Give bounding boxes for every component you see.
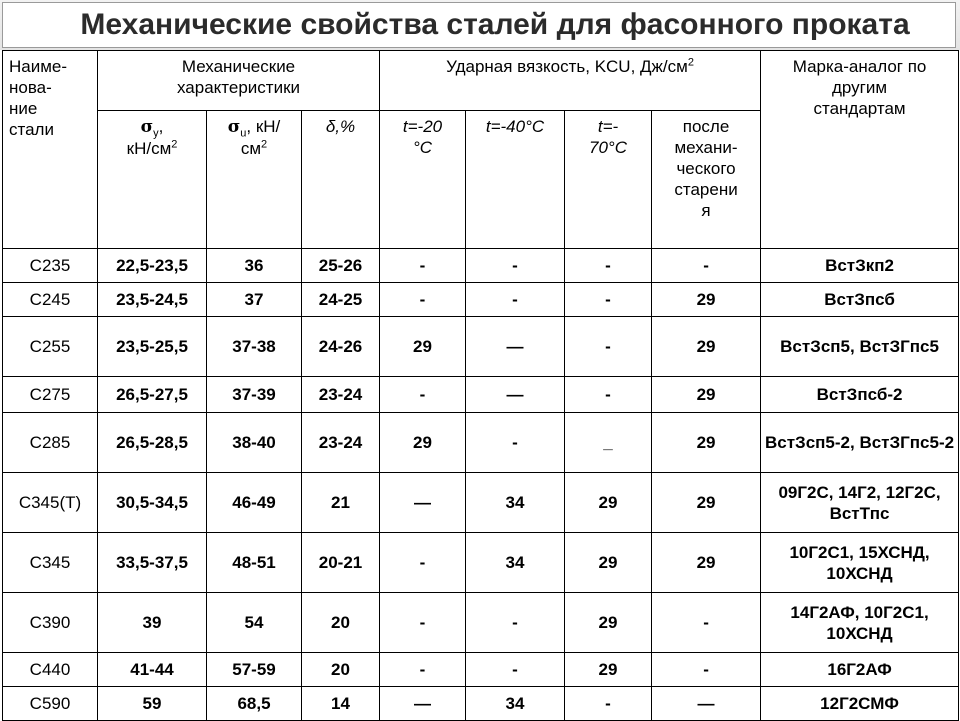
cell-t70: - [565, 283, 652, 317]
cell-t40: — [466, 377, 565, 413]
cell-analog: 12Г2СМФ [761, 687, 959, 721]
cell-sigma-y: 59 [98, 687, 207, 721]
cell-aged: 29 [652, 533, 761, 593]
cell-delta: 14 [302, 687, 380, 721]
cell-t40: 34 [466, 473, 565, 533]
cell-t70: _ [565, 413, 652, 473]
cell-sigma-u: 54 [207, 593, 302, 653]
header-mechanical: Механические характеристики [98, 51, 380, 111]
steel-properties-table [2, 50, 959, 721]
cell-analog: ВстЗсп5, ВстЗГпс5 [761, 317, 959, 377]
header-steel-name: Наиме- нова- ние стали [3, 51, 98, 249]
cell-aged: - [652, 593, 761, 653]
cell-analog: ВстЗкп2 [761, 249, 959, 283]
cell-sigma-y: 26,5-27,5 [98, 377, 207, 413]
cell-analog: ВстЗпсб [761, 283, 959, 317]
cell-analog: ВстЗпсб-2 [761, 377, 959, 413]
cell-aged: - [652, 653, 761, 687]
table-row [3, 593, 959, 653]
cell-sigma-u: 37-39 [207, 377, 302, 413]
cell-sigma-y: 26,5-28,5 [98, 413, 207, 473]
cell-sigma-y: 22,5-23,5 [98, 249, 207, 283]
cell-sigma-u: 37 [207, 283, 302, 317]
cell-t70: 29 [565, 653, 652, 687]
cell-t20: - [380, 593, 466, 653]
cell-t70: - [565, 687, 652, 721]
cell-aged: 29 [652, 413, 761, 473]
table-row [3, 317, 959, 377]
header-sigma-u: $\sigma_u$, кН/ $см^2$ [207, 111, 302, 249]
cell-steel-name: С345 [3, 533, 98, 593]
cell-delta: 24-25 [302, 283, 380, 317]
table-row [3, 413, 959, 473]
cell-sigma-y: 41-44 [98, 653, 207, 687]
cell-aged: - [652, 249, 761, 283]
header-impact: Ударная вязкость, KCU, $Дж/см^2$ [380, 51, 761, 111]
cell-sigma-y: 23,5-24,5 [98, 283, 207, 317]
cell-analog: 09Г2С, 14Г2, 12Г2С, ВстТпс [761, 473, 959, 533]
cell-steel-name: С255 [3, 317, 98, 377]
cell-t40: — [466, 317, 565, 377]
cell-t20: - [380, 283, 466, 317]
header-t-minus-20: t=-20 °C [380, 111, 466, 249]
cell-t40: 34 [466, 687, 565, 721]
cell-sigma-u: 68,5 [207, 687, 302, 721]
cell-t70: - [565, 317, 652, 377]
cell-sigma-y: 39 [98, 593, 207, 653]
cell-analog: ВстЗсп5-2, ВстЗГпс5-2 [761, 413, 959, 473]
cell-t70: - [565, 377, 652, 413]
cell-t70: 29 [565, 533, 652, 593]
table-row [3, 473, 959, 533]
cell-delta: 20-21 [302, 533, 380, 593]
cell-t70: - [565, 249, 652, 283]
cell-sigma-y: 23,5-25,5 [98, 317, 207, 377]
cell-delta: 21 [302, 473, 380, 533]
cell-analog: 10Г2С1, 15ХСНД, 10ХСНД [761, 533, 959, 593]
cell-t20: 29 [380, 317, 466, 377]
header-t-minus-40: t=-40°C [466, 111, 565, 249]
cell-t40: - [466, 593, 565, 653]
page-title: Механические свойства сталей для фасонного проката [80, 8, 910, 41]
cell-t20: - [380, 533, 466, 593]
cell-sigma-u: 37-38 [207, 317, 302, 377]
cell-t70: 29 [565, 593, 652, 653]
cell-aged: 29 [652, 473, 761, 533]
cell-analog: 16Г2АФ [761, 653, 959, 687]
cell-t20: 29 [380, 413, 466, 473]
cell-delta: 24-26 [302, 317, 380, 377]
cell-delta: 23-24 [302, 413, 380, 473]
cell-sigma-u: 57-59 [207, 653, 302, 687]
header-after-aging: после механи- ческого старени я [652, 111, 761, 249]
cell-t20: — [380, 473, 466, 533]
cell-sigma-u: 46-49 [207, 473, 302, 533]
cell-sigma-u: 48-51 [207, 533, 302, 593]
cell-steel-name: С275 [3, 377, 98, 413]
header-sigma-y: $\sigma_y$, $кН/см^2$ [98, 111, 207, 249]
cell-steel-name: С285 [3, 413, 98, 473]
header-t-minus-70: t=- 70°C [565, 111, 652, 249]
cell-t70: 29 [565, 473, 652, 533]
table-row [3, 653, 959, 687]
cell-sigma-y: 33,5-37,5 [98, 533, 207, 593]
table-row [3, 249, 959, 283]
cell-t40: - [466, 283, 565, 317]
cell-t20: - [380, 249, 466, 283]
cell-sigma-y: 30,5-34,5 [98, 473, 207, 533]
cell-delta: 20 [302, 593, 380, 653]
cell-aged: 29 [652, 377, 761, 413]
header-analog: Марка-аналог по другим стандартам [761, 51, 959, 249]
cell-t40: - [466, 249, 565, 283]
cell-steel-name: С440 [3, 653, 98, 687]
cell-aged: 29 [652, 317, 761, 377]
cell-t20: - [380, 653, 466, 687]
cell-sigma-u: 36 [207, 249, 302, 283]
title-bar [0, 0, 960, 50]
table-row [3, 687, 959, 721]
cell-steel-name: С245 [3, 283, 98, 317]
cell-t40: - [466, 653, 565, 687]
cell-aged: — [652, 687, 761, 721]
cell-t20: — [380, 687, 466, 721]
cell-sigma-u: 38-40 [207, 413, 302, 473]
cell-t20: - [380, 377, 466, 413]
cell-delta: 25-26 [302, 249, 380, 283]
cell-steel-name: С235 [3, 249, 98, 283]
cell-delta: 20 [302, 653, 380, 687]
cell-analog: 14Г2АФ, 10Г2С1, 10ХСНД [761, 593, 959, 653]
cell-steel-name: С390 [3, 593, 98, 653]
cell-steel-name: С590 [3, 687, 98, 721]
header-delta: δ,% [302, 111, 380, 249]
cell-delta: 23-24 [302, 377, 380, 413]
cell-steel-name: С345(Т) [3, 473, 98, 533]
cell-aged: 29 [652, 283, 761, 317]
table-row [3, 283, 959, 317]
cell-t40: - [466, 413, 565, 473]
table-row [3, 533, 959, 593]
cell-t40: 34 [466, 533, 565, 593]
table-row [3, 377, 959, 413]
